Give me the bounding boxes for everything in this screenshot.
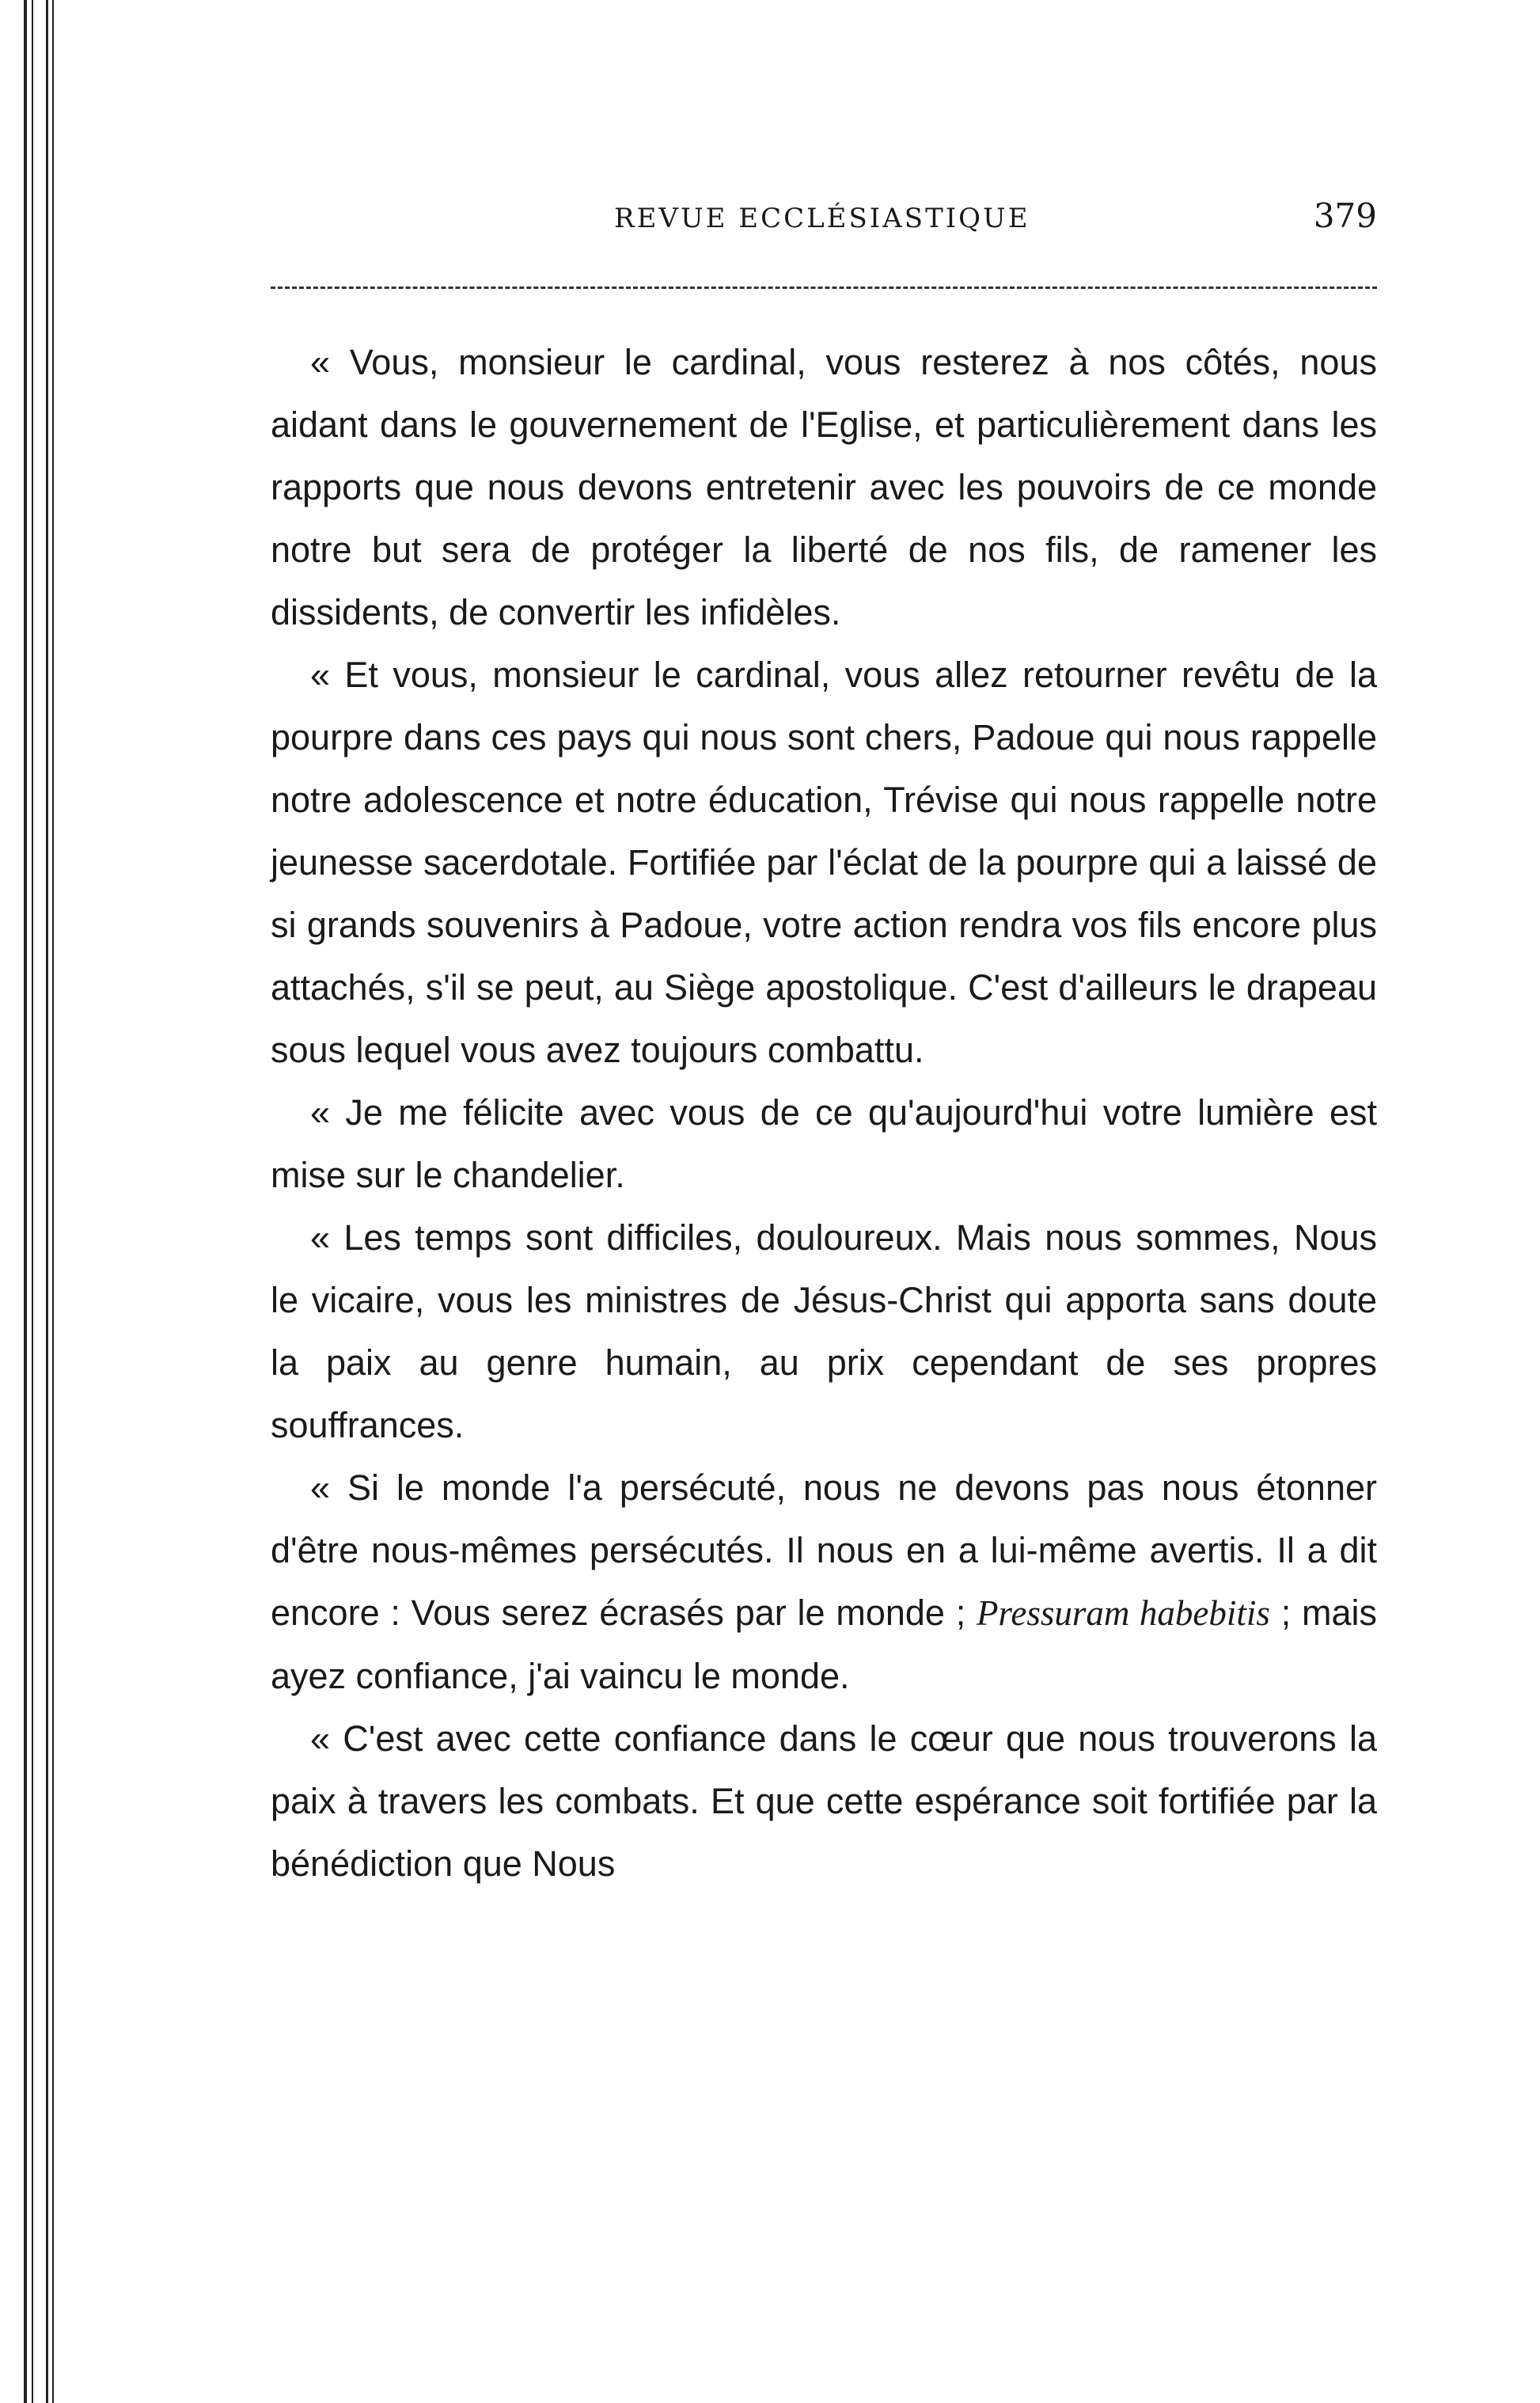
paragraph [271, 1456, 1377, 1707]
paragraph-text: « Si le monde l'a persécuté, nous ne devons pas nous étonner d'être nous-mêmes persécutés. Il nous en a lui-même avertis. Il a dit encore : Vous serez écrasés par le monde ; [271, 1467, 1377, 1633]
paragraph: « Vous, monsieur le cardinal, vous resterez à nos côtés, nous aidant dans le gouvernement de l'Eglise, et particulièrement dans les rapports que nous devons entretenir avec les pouvoirs de ce monde notre but sera de protéger la liberté de nos fils, de ramener les dissidents, de convertir les infidèles. [271, 342, 1377, 632]
running-head [271, 182, 1377, 253]
binding-edge [0, 0, 79, 2403]
header-rule [271, 287, 1377, 289]
binding-line [32, 0, 33, 2403]
paragraph-text: ; mais ayez confiance, j'ai vaincu le monde. [271, 1593, 1377, 1696]
paragraph: « Je me félicite avec vous de ce qu'aujourd'hui votre lumière est mise sur le chandelier. [271, 1092, 1377, 1195]
running-title: REVUE ECCLÉSIASTIQUE [614, 203, 1030, 234]
body-text [271, 331, 1377, 1895]
paragraph: « Les temps sont difficiles, douloureux. Mais nous sommes, Nous le vicaire, vous les ministres de Jésus-Christ qui apporta sans doute la paix au genre humain, au prix cependant de ses propres souffrances. [271, 1217, 1377, 1445]
binding-line [46, 0, 48, 2403]
paragraph: « C'est avec cette confiance dans le cœur que nous trouverons la paix à travers les combats. Et que cette espérance soit fortifiée par la bénédiction que Nous [271, 1718, 1377, 1884]
latin-quote: Pressuram habebitis [977, 1593, 1270, 1633]
page-number: 379 [1313, 196, 1377, 235]
paragraph: « Et vous, monsieur le cardinal, vous allez retourner revêtu de la pourpre dans ces pays qui nous sont chers, Padoue qui nous rappelle notre adolescence et notre éducation, Trévise qui nous rappelle notre jeunesse sacerdotale. Fortifiée par l'éclat de la pourpre qui a laissé de si grands souvenirs à Padoue, votre action rendra vos fils encore plus attachés, s'il se peut, au Siège apostolique. C'est d'ailleurs le drapeau sous lequel vous avez toujours combattu. [271, 655, 1377, 1070]
book-page [271, 182, 1377, 1884]
binding-line [52, 0, 54, 2403]
binding-line [24, 0, 27, 2403]
